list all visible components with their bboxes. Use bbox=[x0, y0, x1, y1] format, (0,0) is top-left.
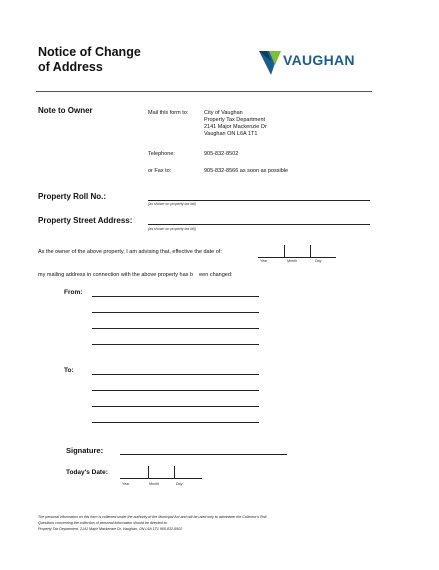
telephone-label: Telephone: bbox=[148, 151, 175, 157]
date-divider bbox=[174, 466, 175, 478]
from-address-line[interactable] bbox=[92, 344, 259, 345]
from-label: From: bbox=[64, 289, 83, 296]
address-line: Vaughan ON L6A 1T1 bbox=[204, 131, 258, 137]
address-line: City of Vaughan bbox=[204, 110, 243, 116]
privacy-notice bbox=[38, 514, 378, 532]
effective-month-label: Month bbox=[287, 259, 297, 263]
roll-number-label: Property Roll No.: bbox=[38, 192, 107, 201]
to-label: To: bbox=[64, 367, 74, 374]
to-address-line[interactable] bbox=[92, 390, 259, 391]
mailing-change-text: my mailing address in connection with the above property has b een changed: bbox=[38, 272, 233, 278]
mail-label: Mail this form to: bbox=[148, 110, 189, 116]
advising-text: As the owner of the above property, I am advising that, effective the date of: bbox=[38, 249, 222, 255]
privacy-line: The personal information on this form is collected under the authority of the Municipal Act and will be used only to administer the Collector's Roll. bbox=[38, 515, 268, 519]
from-address-line[interactable] bbox=[92, 312, 259, 313]
todays-date-label: Today's Date: bbox=[66, 469, 108, 476]
form-title bbox=[38, 45, 141, 75]
form-title-line1: Notice of Change bbox=[38, 45, 141, 59]
to-address-line[interactable] bbox=[92, 406, 259, 407]
fax-label: or Fax to: bbox=[148, 168, 172, 174]
date-divider bbox=[148, 466, 149, 478]
roll-number-hint: (as shown on property tax bill) bbox=[148, 202, 196, 206]
address-line: Property Tax Department bbox=[204, 117, 266, 123]
signature-field[interactable] bbox=[120, 454, 287, 455]
from-address-line[interactable] bbox=[92, 296, 259, 297]
privacy-line: Questions concerning the collection of personal information should be directed to: bbox=[38, 521, 168, 525]
todays-date-field[interactable] bbox=[120, 478, 202, 479]
effective-day-label: Day bbox=[315, 259, 322, 263]
to-address-line[interactable] bbox=[92, 374, 259, 375]
header-divider bbox=[36, 91, 372, 92]
to-address-line[interactable] bbox=[92, 422, 259, 423]
todays-day-label: Day bbox=[176, 482, 183, 486]
date-divider bbox=[284, 245, 285, 257]
fax-value: 905-832-8566 as soon as possible bbox=[204, 168, 289, 174]
effective-year-label: Year bbox=[260, 259, 268, 263]
mailing-address bbox=[204, 110, 267, 138]
street-address-field[interactable] bbox=[148, 224, 370, 225]
todays-month-label: Month bbox=[149, 482, 159, 486]
roll-number-field[interactable] bbox=[148, 200, 370, 201]
signature-label: Signature: bbox=[66, 446, 104, 455]
note-to-owner-heading: Note to Owner bbox=[38, 106, 93, 115]
address-line: 2141 Major Mackenzie Dr bbox=[204, 124, 267, 130]
telephone-value: 905-832-8502 bbox=[204, 151, 239, 157]
street-address-hint: (as shown on property tax bill) bbox=[148, 227, 196, 231]
todays-year-label: Year bbox=[122, 482, 130, 486]
privacy-line: Property Tax Department, 2141 Major Mackenzie Dr, Vaughan, ON L6A 1T1 905-832-8502 bbox=[38, 527, 183, 531]
date-divider bbox=[310, 245, 311, 257]
street-address-label: Property Street Address: bbox=[38, 216, 133, 225]
effective-date-field[interactable] bbox=[258, 257, 336, 258]
form-title-line2: of Address bbox=[38, 60, 103, 74]
logo-text: VAUGHAN bbox=[283, 52, 355, 68]
from-address-line[interactable] bbox=[92, 328, 259, 329]
